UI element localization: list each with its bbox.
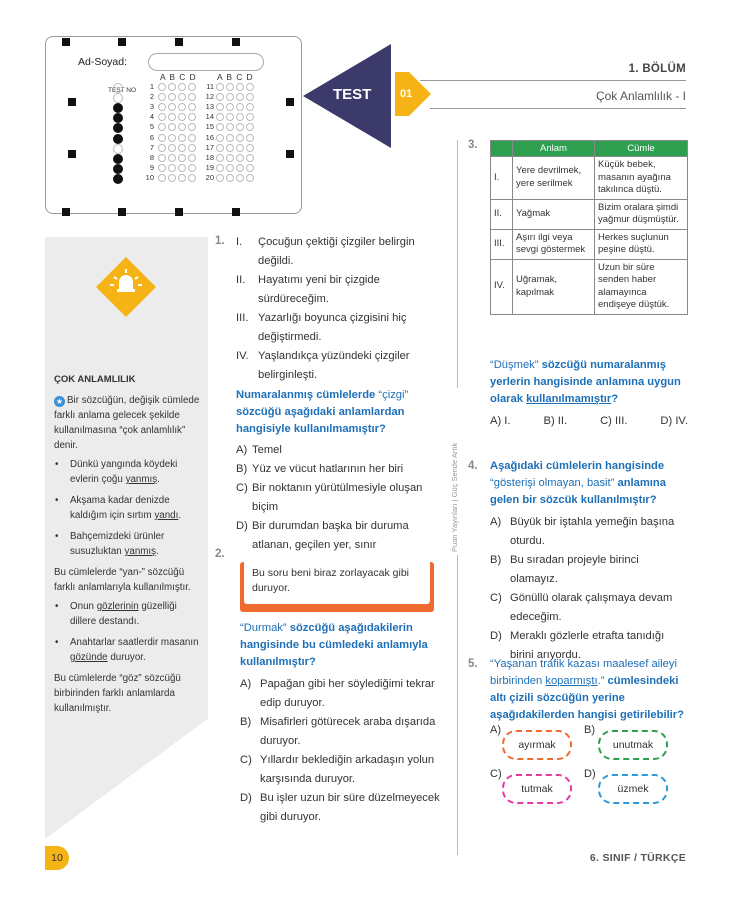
alignment-mark <box>286 150 294 158</box>
answer-bubble[interactable] <box>168 83 176 91</box>
answer-bubble[interactable] <box>158 83 166 91</box>
q5-option-b-cloud[interactable]: unutmak <box>598 730 668 760</box>
table-row <box>491 157 688 200</box>
question-5-number: 5. <box>468 658 478 670</box>
question-1-number: 1. <box>215 235 225 247</box>
answer-bubble[interactable] <box>236 83 244 91</box>
answer-option[interactable]: A) I. <box>490 415 511 427</box>
answer-option[interactable]: A) Temel <box>236 444 282 456</box>
goz-example-list <box>54 599 202 665</box>
question-5-stem: “Yaşanan trafik kazası maalesef aileyi birbirinden koparmıştı.” cümlesindeki altı çizili sözcüğün yerine aşağıdakilerden hangisi getirilebilir? <box>490 658 684 721</box>
question-4 <box>490 458 688 665</box>
answer-option[interactable]: D) IV. <box>660 415 688 427</box>
answer-bubble[interactable] <box>188 134 196 142</box>
table-row <box>491 229 688 259</box>
question-2-number: 2. <box>215 548 225 560</box>
sidebar-intro: ★ Bir sözcüğün, değişik cümlede farklı anlama gelecek şekilde kullanılmasına “çok anlamlılık” denir. <box>54 395 200 451</box>
yan-example-list <box>54 457 202 559</box>
q5-option-a-cloud[interactable]: ayırmak <box>502 730 572 760</box>
row-number: 20 <box>205 172 214 182</box>
example-sentence: • Onun gözlerinin güzelliği dillere destandı. <box>54 599 202 629</box>
sentence-cell: Uzun bir süre senden haber alamayınca endişeye düştük. <box>595 259 688 314</box>
answer-option[interactable]: C) Yıllardır beklediğin arkadaşın yolun karşısında duruyor. <box>240 754 435 785</box>
column-divider-bottom <box>457 555 458 855</box>
question-2 <box>240 620 440 827</box>
row-number: 1 <box>149 82 154 91</box>
star-icon: ★ <box>55 397 64 406</box>
row-number: 2 <box>149 92 154 102</box>
answer-bubble[interactable] <box>188 144 196 152</box>
alignment-mark <box>286 98 294 106</box>
test-no-bubble[interactable] <box>113 164 123 174</box>
answer-bubble[interactable] <box>158 154 166 162</box>
goz-note: Bu cümlelerde “göz” sözcüğü birbirinden farklı anlamlarda kullanılmıştır. <box>54 673 181 714</box>
table-row <box>491 259 688 314</box>
column-divider-top <box>457 140 458 388</box>
roman-statement: I. Çocuğun çektiği çizgiler belirgin değildi. <box>236 236 415 267</box>
meaning-table <box>490 140 688 315</box>
alarm-light-icon <box>94 255 158 319</box>
row-number: 16 <box>205 132 214 142</box>
answer-bubble[interactable] <box>226 164 234 172</box>
table-corner <box>491 141 513 157</box>
answer-bubble[interactable] <box>168 154 176 162</box>
answer-bubble[interactable] <box>246 134 254 142</box>
answer-bubble[interactable] <box>216 154 224 162</box>
question-2-options <box>240 675 440 827</box>
answer-bubble[interactable] <box>236 174 244 182</box>
row-number: 8 <box>149 152 154 162</box>
test-number: 01 <box>400 88 413 100</box>
row-number: III. <box>491 229 513 259</box>
answer-bubble[interactable] <box>168 144 176 152</box>
answer-bubble[interactable] <box>216 134 224 142</box>
roman-statement: IV. Yaşlandıkça yüzündeki çizgiler belirginleşti. <box>236 350 410 381</box>
row-number: 15 <box>205 122 214 132</box>
row-number: 9 <box>149 162 154 172</box>
answer-option[interactable]: B) II. <box>543 415 568 427</box>
header-rule-top <box>420 80 686 81</box>
row-number: 6 <box>149 132 154 142</box>
row-number: 7 <box>149 142 154 152</box>
answer-bubble[interactable] <box>168 164 176 172</box>
column-header-right: A B C D <box>217 72 254 82</box>
answer-option[interactable]: A) Papağan gibi her söylediğimi tekrar edip duruyor. <box>240 678 435 709</box>
q5-option-c-cloud[interactable]: tutmak <box>502 774 572 804</box>
row-number: 18 <box>205 152 214 162</box>
answer-option[interactable]: B) Misafirleri götürecek araba dışarıda duruyor. <box>240 716 436 747</box>
alignment-mark <box>118 38 126 46</box>
publisher-vertical-label: Puan Yayınları | Güç Sende Artık <box>450 442 459 552</box>
row-number: IV. <box>491 259 513 314</box>
row-number: II. <box>491 199 513 229</box>
answer-bubble[interactable] <box>226 154 234 162</box>
answer-bubble[interactable] <box>216 83 224 91</box>
answer-option[interactable]: C) Bir noktanın yürütülmesiyle oluşan biçim <box>236 482 423 513</box>
row-number: 5 <box>149 122 154 132</box>
question-2-stem: “Durmak” sözcüğü aşağıdakilerin hangisinde bu cümledeki anlamıyla kullanılmıştır? <box>240 622 428 668</box>
sentence-cell: Küçük bebek, masanın ayağına takılınca düştü. <box>595 157 688 200</box>
alignment-mark <box>232 38 240 46</box>
row-number: I. <box>491 157 513 200</box>
table-row <box>491 199 688 229</box>
question-3-options <box>490 412 688 431</box>
answer-bubble[interactable] <box>246 164 254 172</box>
answer-option[interactable]: D) Meraklı gözlerle etrafta tanıdığı birini arıyordu. <box>490 630 665 661</box>
table-header-cumle: Cümle <box>595 141 688 157</box>
question-1-statements <box>236 233 436 385</box>
example-sentence: • Dünkü yangında köydeki evlerin çoğu yanmış. <box>54 457 202 487</box>
q5-option-d-cloud[interactable]: üzmek <box>598 774 668 804</box>
answer-bubble[interactable] <box>188 164 196 172</box>
answer-bubble[interactable] <box>246 154 254 162</box>
answer-bubble[interactable] <box>158 164 166 172</box>
sentence-cell: Bizim oralara şimdi yağmur düşmüştür. <box>595 199 688 229</box>
meaning-cell: Yere devrilmek, yere serilmek <box>513 157 595 200</box>
section-title: 1. BÖLÜM <box>628 63 686 75</box>
row-number: 10 <box>145 172 154 182</box>
answer-bubble[interactable] <box>246 144 254 152</box>
answer-bubble[interactable] <box>188 154 196 162</box>
question-1 <box>236 233 436 555</box>
alignment-mark <box>118 208 126 216</box>
alignment-mark <box>175 38 183 46</box>
answer-option[interactable]: B) Bu sıradan projeyle birinci olamayız. <box>490 554 639 585</box>
test-no-bubble[interactable] <box>113 134 123 144</box>
answer-bubble[interactable] <box>226 83 234 91</box>
grade-subject: 6. SINIF / TÜRKÇE <box>589 852 686 864</box>
answer-bubble[interactable] <box>216 174 224 182</box>
answer-bubble[interactable] <box>188 83 196 91</box>
answer-bubble[interactable] <box>188 174 196 182</box>
answer-option[interactable]: C) III. <box>600 415 628 427</box>
answer-option[interactable]: C) Gönüllü olarak çalışmaya devam edeceğim. <box>490 592 673 623</box>
answer-bubble[interactable] <box>168 134 176 142</box>
q5-option-b-label: B) <box>584 724 595 736</box>
answer-bubble[interactable] <box>178 134 186 142</box>
answer-bubble[interactable] <box>246 83 254 91</box>
question-4-stem: Aşağıdaki cümlelerin hangisinde “gösterişi olmayan, basit” anlamına gelen bir sözcük kullanılmıştır? <box>490 460 666 506</box>
answer-bubble[interactable] <box>178 154 186 162</box>
answer-option[interactable]: B) Yüz ve vücut hatlarının her biri <box>236 463 404 475</box>
question-3-stem: “Düşmek” sözcüğü numaralanmış yerlerin hangisinde anlamına uygun olarak kullanılmamıştır? <box>490 359 681 405</box>
answer-bubble[interactable] <box>168 174 176 182</box>
answer-bubble[interactable] <box>236 164 244 172</box>
answer-option[interactable]: D) Bu işler uzun bir süre düzelmeyecek gibi duruyor. <box>240 792 440 823</box>
column-header-left: A B C D <box>160 72 197 82</box>
row-number: 12 <box>205 92 214 102</box>
row-number: 17 <box>205 142 214 152</box>
meaning-cell: Aşırı ilgi veya sevgi göstermek <box>513 229 595 259</box>
question-4-options <box>490 513 688 665</box>
roman-statement: III. Yazarlığı boyunca çizgisini hiç değiştirmedi. <box>236 312 407 343</box>
page-number: 10 <box>45 846 69 870</box>
answer-option[interactable]: D) Bir durumdan başka bir duruma atlanan, geçilen yer, sınır <box>236 520 409 551</box>
question-3 <box>490 357 688 431</box>
row-number: 3 <box>149 102 154 112</box>
test-no-bubble[interactable] <box>113 154 123 164</box>
name-field[interactable] <box>148 53 264 71</box>
row-number: 4 <box>149 112 154 122</box>
test-no-bubble[interactable] <box>113 83 123 93</box>
sidebar-title: ÇOK ANLAMLILIK <box>54 374 136 385</box>
answer-bubble[interactable] <box>178 174 186 182</box>
example-sentence: • Bahçemizdeki ürünler susuzluktan yanmış. <box>54 529 202 559</box>
topic-title: Çok Anlamlılık - I <box>595 89 686 103</box>
answer-bubble[interactable] <box>216 144 224 152</box>
alignment-mark <box>68 98 76 106</box>
roman-statement: II. Hayatımı yeni bir çizgide sürdüreceğim. <box>236 274 380 305</box>
question-3-number: 3. <box>468 139 478 151</box>
name-label: Ad-Soyad: <box>78 56 128 68</box>
answer-bubble[interactable] <box>236 134 244 142</box>
answer-bubble[interactable] <box>226 174 234 182</box>
alignment-mark <box>62 38 70 46</box>
yan-note: Bu cümlelerde “yan-” sözcüğü farklı anlamlarıyla kullanılmıştır. <box>54 567 191 593</box>
answer-bubble[interactable] <box>178 144 186 152</box>
answer-bubble[interactable] <box>236 154 244 162</box>
question-1-stem: Numaralanmış cümlelerde “çizgi” sözcüğü aşağıdaki anlamlardan hangisiyle kullanılmamıştır? <box>236 389 409 435</box>
row-number: 19 <box>205 162 214 172</box>
question-4-number: 4. <box>468 460 478 472</box>
meaning-cell: Yağmak <box>513 199 595 229</box>
answer-option[interactable]: A) Büyük bir iştahla yemeğin başına oturdu. <box>490 516 675 547</box>
answer-bubble[interactable] <box>178 83 186 91</box>
answer-bubble[interactable] <box>236 144 244 152</box>
q5-option-d-label: D) <box>584 768 596 780</box>
row-number: 11 <box>206 82 214 91</box>
answer-bubble[interactable] <box>158 144 166 152</box>
answer-bubble[interactable] <box>246 174 254 182</box>
sentence-cell: Herkes suçlunun peşine düştü. <box>595 229 688 259</box>
answer-bubble[interactable] <box>158 174 166 182</box>
answer-bubble[interactable] <box>178 164 186 172</box>
header-rule-bottom <box>430 108 686 109</box>
row-number: 13 <box>205 102 214 112</box>
alignment-mark <box>68 150 76 158</box>
question-1-options <box>236 441 436 555</box>
alignment-mark <box>62 208 70 216</box>
alignment-mark <box>232 208 240 216</box>
example-sentence: • Akşama kadar denizde kaldığım için sırtım yandı. <box>54 493 202 523</box>
answer-bubble[interactable] <box>226 134 234 142</box>
row-number: 14 <box>205 112 214 122</box>
table-header-anlam: Anlam <box>513 141 595 157</box>
sidebar-content <box>54 372 202 719</box>
meaning-cell: Uğramak, kapılmak <box>513 259 595 314</box>
alignment-mark <box>175 208 183 216</box>
example-sentence: • Anahtarlar saatlerdir masanın gözünde duruyor. <box>54 635 202 665</box>
question-5 <box>490 656 688 724</box>
test-no-bubble[interactable] <box>113 174 123 184</box>
test-no-bubble[interactable] <box>113 144 123 154</box>
answer-bubble[interactable] <box>216 164 224 172</box>
test-label: TEST <box>333 86 372 103</box>
q5-option-a-label: A) <box>490 724 501 736</box>
question-2-sentence-box: Bu soru beni biraz zorlayacak gibi duruyor. <box>244 558 430 604</box>
answer-bubble[interactable] <box>158 134 166 142</box>
test-no-label: TEST NO <box>108 87 137 94</box>
answer-bubble[interactable] <box>226 144 234 152</box>
q5-option-c-label: C) <box>490 768 502 780</box>
